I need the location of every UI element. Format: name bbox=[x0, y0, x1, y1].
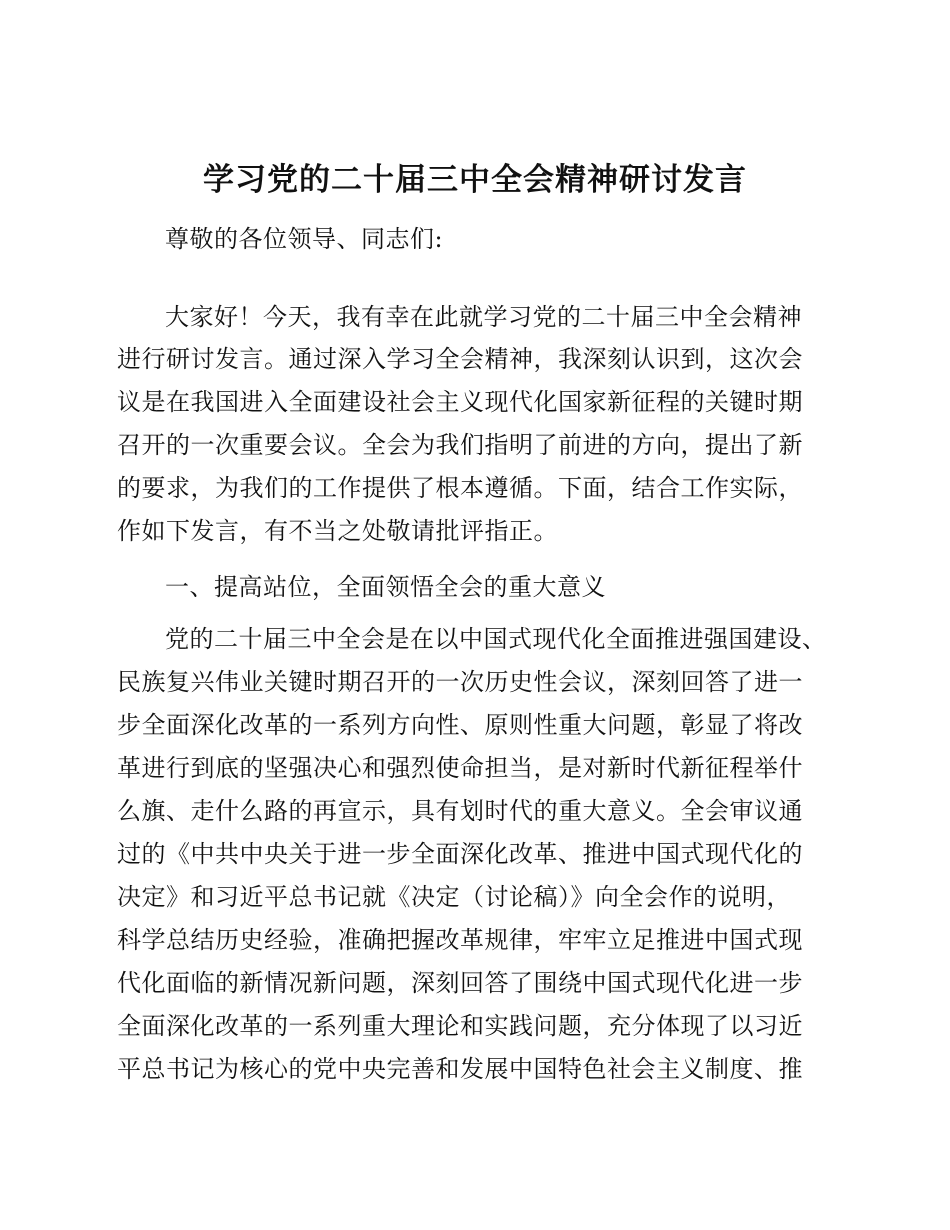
paragraph-line: 民族复兴伟业关键时期召开的一次历史性会议，深刻回答了进一 bbox=[117, 668, 803, 696]
paragraph-line: 代化面临的新情况新问题，深刻回答了围绕中国式现代化进一步 bbox=[117, 969, 803, 997]
paragraph-line: 决定》和习近平总书记就《决定（讨论稿）》向全会作的说明， bbox=[117, 883, 791, 911]
paragraph-line: 大家好！今天，我有幸在此就学习党的二十届三中全会精神 bbox=[165, 303, 802, 331]
paragraph-line: 作如下发言，有不当之处敬请批评指正。 bbox=[117, 517, 558, 545]
paragraph-line: 党的二十届三中全会是在以中国式现代化全面推进强国建设、 bbox=[165, 625, 827, 653]
salutation: 尊敬的各位领导、同志们: bbox=[165, 225, 444, 253]
paragraph-line: 平总书记为核心的党中央完善和发展中国特色社会主义制度、推 bbox=[117, 1055, 803, 1083]
paragraph-line: 进行研讨发言。通过深入学习全会精神，我深刻认识到，这次会 bbox=[117, 345, 803, 373]
paragraph-line: 全面深化改革的一系列重大理论和实践问题，充分体现了以习近 bbox=[117, 1012, 803, 1040]
paragraph-line: 召开的一次重要会议。全会为我们指明了前进的方向，提出了新 bbox=[117, 431, 803, 459]
paragraph-line: 的要求，为我们的工作提供了根本遵循。下面，结合工作实际， bbox=[117, 474, 803, 502]
paragraph-line: 科学总结历史经验，准确把握改革规律，牢牢立足推进中国式现 bbox=[117, 926, 803, 954]
section-heading: 一、提高站位，全面领悟全会的重大意义 bbox=[165, 573, 606, 601]
paragraph-line: 么旗、走什么路的再宣示，具有划时代的重大意义。全会审议通 bbox=[117, 797, 803, 825]
paragraph-line: 过的《中共中央关于进一步全面深化改革、推进中国式现代化的 bbox=[117, 840, 803, 868]
paragraph-line: 革进行到底的坚强决心和强烈使命担当，是对新时代新征程举什 bbox=[117, 754, 803, 782]
paragraph-line: 议是在我国进入全面建设社会主义现代化国家新征程的关键时期 bbox=[117, 388, 803, 416]
document-title: 学习党的二十届三中全会精神研讨发言 bbox=[203, 162, 747, 198]
paragraph-line: 步全面深化改革的一系列方向性、原则性重大问题，彰显了将改 bbox=[117, 711, 803, 739]
